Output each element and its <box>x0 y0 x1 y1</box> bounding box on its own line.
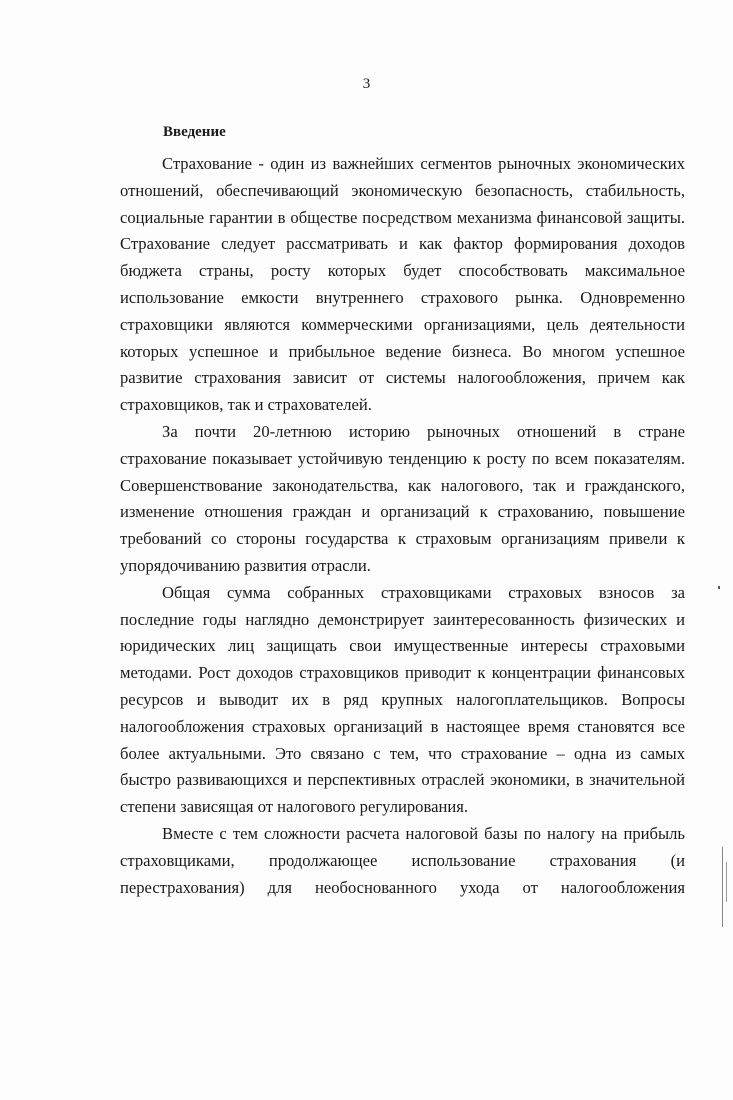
scan-artifact <box>726 862 727 902</box>
paragraph-2: За почти 20-летнюю историю рыночных отношений в стране страхование показывает устойчивую тенденцию к росту по всем показателям. Совершенствование законодательства, как налогового, так и гражданского, изменение отношения граждан и организаций к страхованию, повышение требований со стороны государства к страховым организациям привели к упорядочиванию развития отрасли. <box>120 421 685 575</box>
page-number: 3 <box>362 76 371 92</box>
section-heading: Введение <box>163 124 226 140</box>
scan-artifact <box>722 847 723 927</box>
body-text <box>120 151 685 901</box>
paragraph-1: Страхование - один из важнейших сегментов рыночных экономических отношений, обеспечивающий экономическую безопасность, стабильность, социальные гарантии в обществе посредством механизма финансовой защиты. Страхование следует рассматривать и как фактор формирования доходов бюджета страны, росту которых будет способствовать максимальное использование емкости внутреннего страхового рынка. Одновременно страховщики являются коммерческими организациями, цель деятельности которых успешное и прибыльное ведение бизнеса. Во многом успешное развитие страхования зависит от системы налогообложения, причем как страховщиков, так и страхователей. <box>120 154 685 415</box>
paragraph-3: Общая сумма собранных страховщиками страховых взносов за последние годы наглядно демонстрирует заинтересованность физических и юридических лиц защищать свои имущественные интересы страховыми методами. Рост доходов страховщиков приводит к концентрации финансовых ресурсов и выводит их в ряд крупных налогоплательщиков. Вопросы налогообложения страховых организаций в настоящее время становятся все более актуальными. Это связано с тем, что страхование – одна из самых быстро развивающихся и перспективных отраслей экономики, в значительной степени зависящая от налогового регулирования. <box>120 582 685 817</box>
scan-artifact <box>718 586 720 589</box>
paragraph-4: Вместе с тем сложности расчета налоговой базы по налогу на прибыль страховщиками, продолжающее использование страхования (и перестрахования) для необоснованного ухода от налогообложения <box>120 823 685 897</box>
